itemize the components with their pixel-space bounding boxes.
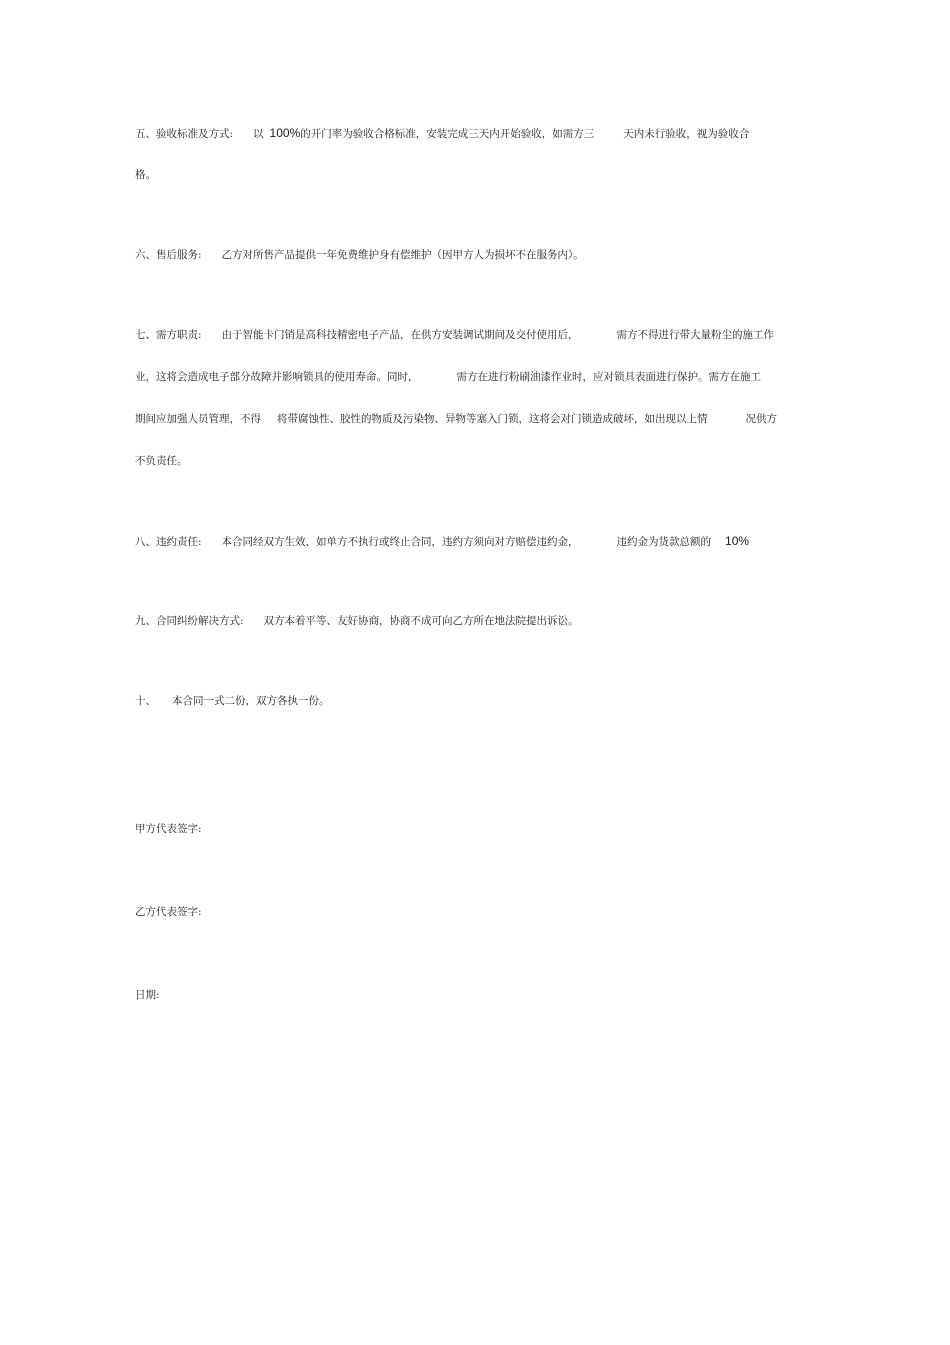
section-5-text-b: 的开门率为验收合格标准，安装完成三天内开始验收，如需方三 [300,128,595,140]
section-5-line-1 [135,126,749,141]
section-9-text: 双方本着平等、友好协商，协商不成可向乙方所在地法院提出诉讼。 [263,615,579,627]
party-a-signature-label: 甲方代表签字: [135,823,202,835]
section-6-label: 六、售后服务: [135,249,202,261]
section-7-text-3a: 期间应加强人员管理，不得 [135,413,261,425]
section-10-line [135,694,330,708]
section-5-text-a: 以 [253,128,264,140]
date-label: 日期: [135,989,160,1001]
section-7-line-4: 不负责任。 [135,455,188,467]
section-6-line [135,248,584,262]
section-7-text-2a: 业，这将会造成电子部分故障并影响锁具的使用寿命。同时， [135,371,419,383]
section-7-text-1a: 由于智能卡门销是高科技精密电子产品，在供方安装调试期间及交付使用后， [221,329,579,341]
section-7-line-1 [135,328,774,342]
party-b-signature-label: 乙方代表签字: [135,906,202,918]
section-7-text-1b: 需方不得进行带大量粉尘的施工作 [616,329,775,341]
section-7-line-3 [135,412,777,426]
section-8-percent: 10% [725,534,750,548]
section-10-text: 本合同一式二份，双方各执一份。 [172,695,330,707]
section-5-text-c: 天内未行验收，视为验收合 [623,128,750,140]
section-6-text: 乙方对所售产品提供一年免费维护身有偿维护（因甲方人为损坏不在服务内）。 [221,249,584,261]
section-7-text-3c: 况供方 [745,413,777,425]
section-8-label: 八、违约责任: [135,536,202,548]
section-9-line [135,614,579,628]
section-7-line-2 [135,370,761,384]
section-7-label: 七、需方职责: [135,329,202,341]
section-5-percent: 100% [269,126,301,140]
section-5-label: 五、验收标准及方式: [135,128,234,140]
section-8-text-b: 违约金为货款总额的 [616,536,712,548]
section-10-label: 十、 [135,695,156,707]
section-9-label: 九、合同纠纷解决方式: [135,615,244,627]
section-7-text-2b: 需方在进行粉刷油漆作业时，应对锁具表面进行保护。需方在施工 [456,371,761,383]
section-5-line-2: 格。 [135,169,156,181]
section-8-text-a: 本合同经双方生效，如单方不执行或终止合同，违约方须向对方赔偿违约金， [221,536,579,548]
section-8-line [135,534,749,549]
section-7-text-3b: 将带腐蚀性、胶性的物质及污染物、异物等塞入门锁，这将会对门锁造成破坏，如出现以上情 [277,413,708,425]
